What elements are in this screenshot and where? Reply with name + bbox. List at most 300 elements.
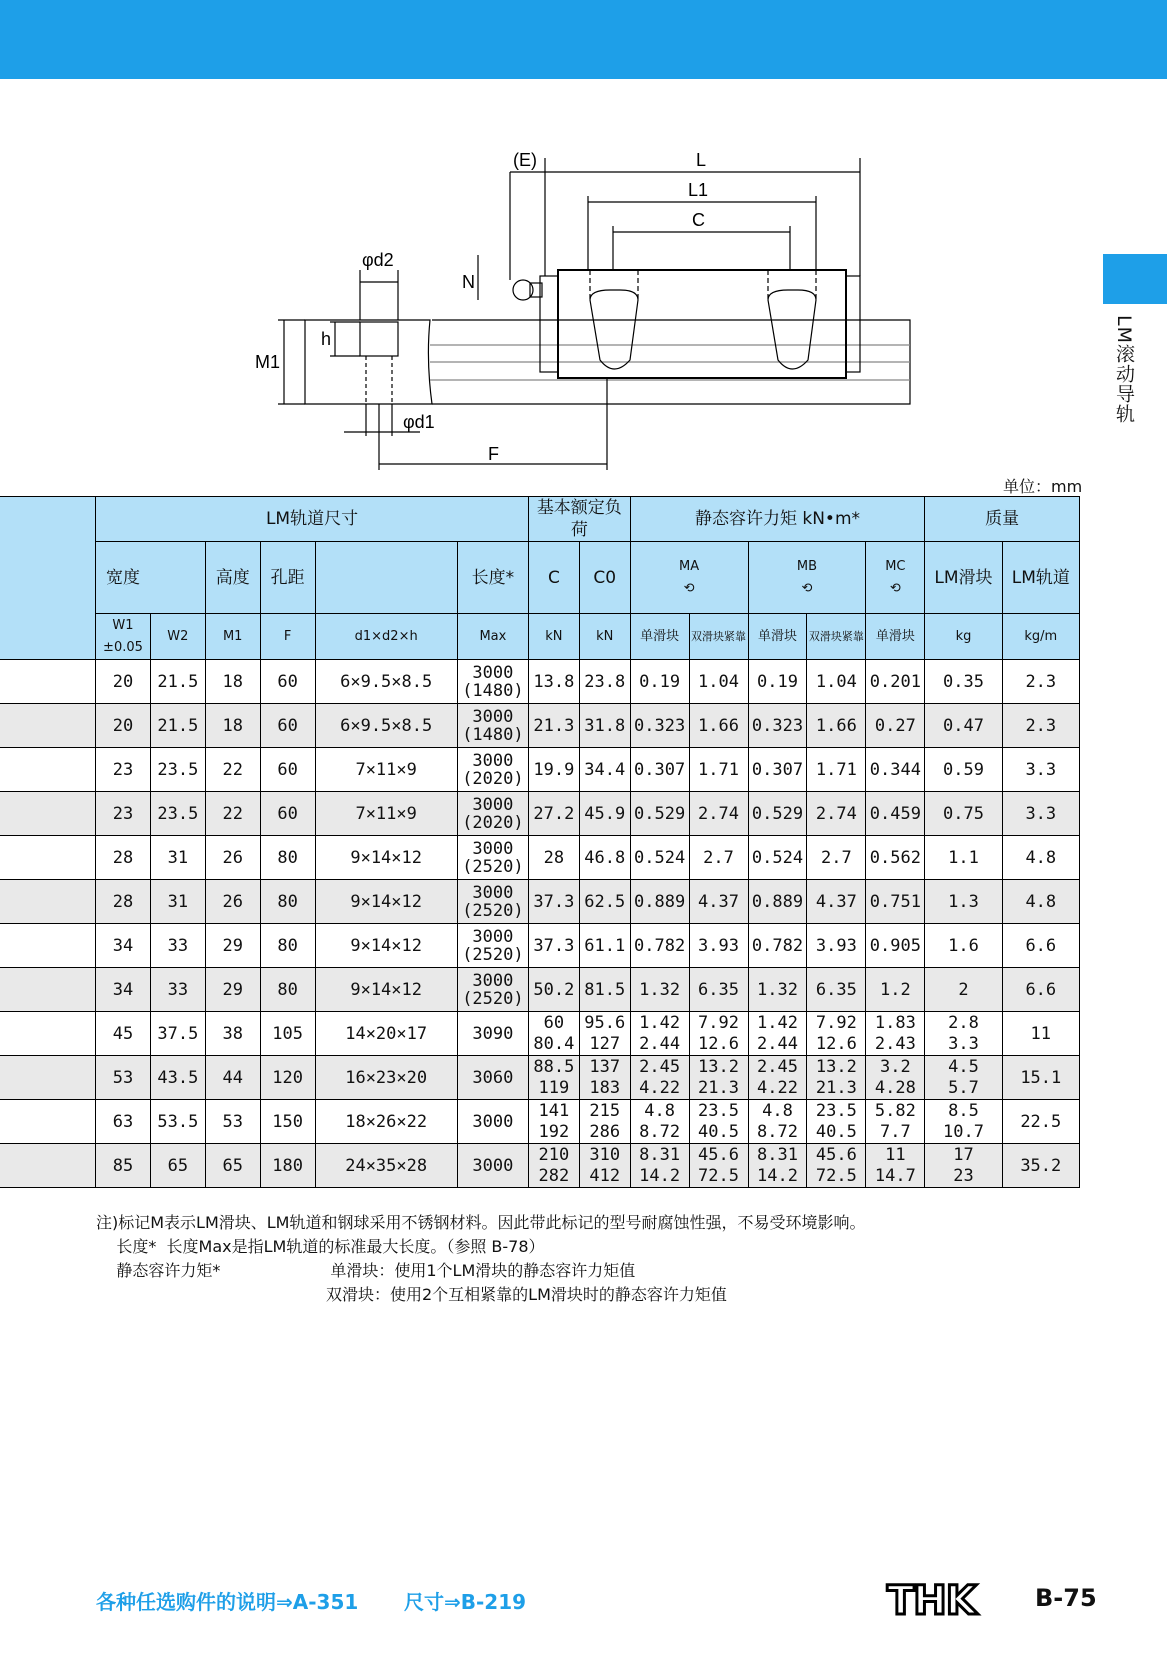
cell-mb2-bottom: 40.5 [815,1121,857,1142]
cell-mb1 [748,1056,807,1100]
cell-mb1: 0.524 [748,836,807,880]
cell-mb2 [807,1056,866,1100]
dim-M1-label: M1 [255,352,281,372]
cell-len-value: 3000 [472,750,514,771]
table-row [0,1056,1080,1100]
cell-c0-bottom: 412 [589,1165,621,1186]
s-double2: 双滑块紧靠 [807,614,866,660]
logo-text: THK [887,1578,976,1624]
model-cell [0,880,96,924]
cell-kg-bottom: 23 [953,1165,974,1186]
cell-c0: 61.1 [579,924,630,968]
cell-dh: 18×26×22 [315,1100,457,1144]
table-row [0,660,1080,704]
cell-c-top: 141 [538,1100,570,1121]
cell-len [457,660,528,704]
cell-c0 [579,1012,630,1056]
cell-w1: 23 [96,748,151,792]
cell-kg-bottom: 5.7 [948,1077,979,1098]
cell-ma2: 1.71 [689,748,748,792]
cell-c0 [579,1144,630,1188]
cell-w1: 53 [96,1056,151,1100]
unit-label: 单位：mm [1003,477,1083,496]
model-cell [0,836,96,880]
footer-link-dimensions[interactable]: 尺寸⇒B-219 [404,1590,527,1614]
note-4 [96,1283,866,1307]
table-row [0,836,1080,880]
cell-mb2-top: 7.92 [815,1012,857,1033]
cell-kgm: 2.3 [1002,660,1079,704]
cell-kg [925,1056,1002,1100]
mb-icon: ⟲ [801,580,813,596]
cell-dh: 9×14×12 [315,968,457,1012]
cell-w1: 28 [96,880,151,924]
cell-c-bottom: 192 [538,1121,570,1142]
h-MC [866,542,925,614]
table-row [0,1012,1080,1056]
cell-w2: 43.5 [150,1056,205,1100]
model-cell [0,660,96,704]
s-W2: W2 [150,614,205,660]
s-single1: 单滑块 [630,614,689,660]
cell-w1: 85 [96,1144,151,1188]
cell-c0-bottom: 286 [589,1121,621,1142]
cell-c: 27.2 [529,792,580,836]
cell-ma1: 0.529 [630,792,689,836]
cell-c: 50.2 [529,968,580,1012]
s-kN2: kN [579,614,630,660]
cell-ma1: 0.323 [630,704,689,748]
cell-ma2: 4.37 [689,880,748,924]
model-cell [0,924,96,968]
s-W1: W1 ±0.05 [96,614,151,660]
page-number: B-75 [1035,1584,1097,1612]
cell-len-value: 3000 [472,882,514,903]
cell-kg [925,1012,1002,1056]
cell-w2: 21.5 [150,660,205,704]
cell-ma1-top: 8.31 [639,1144,681,1165]
cell-kgm: 6.6 [1002,968,1079,1012]
cell-mc-bottom: 7.7 [880,1121,911,1142]
cell-mc-top: 5.82 [874,1100,916,1121]
note-1: 注)标记M表示LM滑块、LM轨道和钢球采用不锈钢材料。因此带此标记的型号耐腐蚀性强，不易受环境影响。 [96,1213,866,1232]
cell-kg: 1.3 [925,880,1002,924]
table-row [0,1100,1080,1144]
dim-L-label: L [696,150,707,170]
table-row [0,968,1080,1012]
model-cell [0,792,96,836]
cell-mc-top: 1.83 [874,1012,916,1033]
cell-m1: 26 [205,880,260,924]
cell-ma2: 3.93 [689,924,748,968]
cell-ma2: 6.35 [689,968,748,1012]
cell-ma2: 1.04 [689,660,748,704]
cell-len-note: (1480) [462,724,524,745]
cell-c: 21.3 [529,704,580,748]
cell-kgm: 3.3 [1002,748,1079,792]
cell-len: 3090 [457,1012,528,1056]
model-cell [0,748,96,792]
cell-kgm: 2.3 [1002,704,1079,748]
cell-kg-top: 8.5 [948,1100,979,1121]
cell-f: 80 [260,924,315,968]
cell-kg: 1.6 [925,924,1002,968]
cell-mc: 0.344 [866,748,925,792]
cell-ma2: 2.74 [689,792,748,836]
s-kgm: kg/m [1002,614,1079,660]
cell-w1: 34 [96,924,151,968]
cell-ma1: 0.307 [630,748,689,792]
cell-m1: 18 [205,660,260,704]
cell-kgm: 4.8 [1002,836,1079,880]
cell-mc: 0.201 [866,660,925,704]
cell-mb1 [748,1144,807,1188]
cell-len-value: 3000 [472,926,514,947]
cell-len-value: 3000 [472,706,514,727]
cell-ma1: 0.524 [630,836,689,880]
spec-table [0,496,1080,1188]
cell-c: 13.8 [529,660,580,704]
cell-mb2-top: 45.6 [815,1144,857,1165]
cell-c-top: 60 [543,1012,565,1033]
mc-icon: ⟲ [889,580,901,596]
cell-ma1-top: 4.8 [644,1100,675,1121]
cell-ma1 [630,1144,689,1188]
cell-f: 60 [260,748,315,792]
cell-kg: 0.35 [925,660,1002,704]
cell-kgm: 15.1 [1002,1056,1079,1100]
cell-kg [925,1144,1002,1188]
cell-f: 80 [260,880,315,924]
cell-w1: 63 [96,1100,151,1144]
model-cell [0,704,96,748]
cell-dh: 9×14×12 [315,836,457,880]
cell-mb2 [807,1144,866,1188]
cell-kg: 2 [925,968,1002,1012]
cell-c: 28 [529,836,580,880]
cell-len-note: (2520) [462,944,524,965]
s-single3: 单滑块 [866,614,925,660]
cell-len-note: (1480) [462,680,524,701]
cell-mb1 [748,1100,807,1144]
cell-mb2: 4.37 [807,880,866,924]
cell-mb2 [807,1100,866,1144]
cell-ma1-bottom: 14.2 [639,1165,681,1186]
cell-dh: 9×14×12 [315,924,457,968]
cell-m1: 29 [205,968,260,1012]
cell-dh: 24×35×28 [315,1144,457,1188]
cell-m1: 65 [205,1144,260,1188]
cell-mb2: 1.66 [807,704,866,748]
cell-f: 180 [260,1144,315,1188]
cell-ma2-top: 13.2 [698,1056,739,1077]
cell-c0: 81.5 [579,968,630,1012]
s-dh: d1×d2×h [315,614,457,660]
cell-c: 37.3 [529,924,580,968]
dim-C-label: C [692,210,705,230]
cell-ma1-bottom: 2.44 [639,1033,681,1054]
cell-len [457,968,528,1012]
cell-mb1 [748,1012,807,1056]
h-MA [630,542,748,614]
cell-f: 105 [260,1012,315,1056]
cell-dh: 14×20×17 [315,1012,457,1056]
cell-kg-top: 2.8 [948,1012,979,1033]
spec-rows [0,660,1080,1188]
cell-kgm: 22.5 [1002,1100,1079,1144]
dim-d2-label: φd2 [362,250,394,270]
cell-w2: 31 [150,880,205,924]
cell-c0: 34.4 [579,748,630,792]
cell-ma2 [689,1100,748,1144]
table-row [0,748,1080,792]
cell-mc: 0.751 [866,880,925,924]
cell-c: 37.3 [529,880,580,924]
cell-mb2: 3.93 [807,924,866,968]
cell-mb2: 6.35 [807,968,866,1012]
cell-c0 [579,1056,630,1100]
cell-c0: 31.8 [579,704,630,748]
dim-L1-label: L1 [688,180,709,200]
cell-dh: 6×9.5×8.5 [315,660,457,704]
cell-c [529,1012,580,1056]
cell-ma2-top: 45.6 [698,1144,739,1165]
cell-ma1-bottom: 4.22 [639,1077,681,1098]
cell-kg: 0.75 [925,792,1002,836]
cell-dh: 16×23×20 [315,1056,457,1100]
cell-ma1: 0.889 [630,880,689,924]
cell-ma1: 0.782 [630,924,689,968]
cell-w1: 20 [96,704,151,748]
cell-mc-bottom: 4.28 [874,1077,916,1098]
rail-drawing [0,0,1167,500]
section-tab-label: LM滚动导轨 [1113,315,1135,424]
dim-d1-label: φd1 [403,412,435,432]
cell-f: 60 [260,704,315,748]
cell-w2: 53.5 [150,1100,205,1144]
cell-w2: 37.5 [150,1012,205,1056]
cell-ma1: 1.32 [630,968,689,1012]
table-row [0,1144,1080,1188]
notes [96,1211,866,1307]
cell-m1: 22 [205,748,260,792]
s-single2: 单滑块 [748,614,807,660]
footer-link-options[interactable]: 各种任选购件的说明⇒A-351 [96,1590,359,1614]
model-header [0,497,96,660]
cell-mb2-bottom: 21.3 [815,1077,857,1098]
s-max: Max [457,614,528,660]
model-cell [0,1012,96,1056]
cell-len-note: (2520) [462,988,524,1009]
note-2: 长度* 长度Max是指LM轨道的标准最大长度。（参照 B-78） [96,1237,545,1256]
cell-kgm: 3.3 [1002,792,1079,836]
h-width: 宽度 [96,542,206,614]
cell-ma1 [630,1012,689,1056]
cell-len [457,924,528,968]
cell-ma2-top: 7.92 [698,1012,739,1033]
cell-kgm: 11 [1002,1012,1079,1056]
cell-c0: 62.5 [579,880,630,924]
cell-mc: 0.27 [866,704,925,748]
cell-kgm: 4.8 [1002,880,1079,924]
cell-c-top: 210 [538,1144,570,1165]
cell-len [457,748,528,792]
model-cell [0,1144,96,1188]
cell-f: 80 [260,836,315,880]
dim-F-label: F [488,444,499,464]
cell-f: 80 [260,968,315,1012]
cell-mb1-bottom: 4.22 [756,1077,798,1098]
thk-logo [887,1578,976,1624]
group-load: 基本额定负荷 [529,497,631,542]
table-row [0,704,1080,748]
table-row [0,792,1080,836]
s-kN1: kN [529,614,580,660]
cell-mb1: 0.19 [748,660,807,704]
s-kg: kg [925,614,1002,660]
dim-h-label: h [321,329,332,349]
cell-f: 60 [260,660,315,704]
cell-c [529,1100,580,1144]
cell-c0-top: 137 [589,1056,621,1077]
cell-w2: 33 [150,924,205,968]
cell-c0: 23.8 [579,660,630,704]
cell-len [457,792,528,836]
mc-label: MC [885,558,906,574]
cell-mb1: 0.529 [748,792,807,836]
cell-kg: 0.47 [925,704,1002,748]
cell-ma2-bottom: 12.6 [698,1033,739,1054]
cell-kgm: 35.2 [1002,1144,1079,1188]
cell-len-note: (2520) [462,900,524,921]
cell-mc [866,1012,925,1056]
s-F: F [260,614,315,660]
cell-mb2: 2.7 [807,836,866,880]
h-height: 高度 [205,542,260,614]
cell-kg-top: 17 [953,1144,974,1165]
model-cell [0,1056,96,1100]
cell-w1: 28 [96,836,151,880]
cell-mc-top: 11 [885,1144,906,1165]
cell-mc: 1.2 [866,968,925,1012]
cell-mb1-top: 8.31 [756,1144,798,1165]
s-M1: M1 [205,614,260,660]
cell-c [529,1056,580,1100]
group-moment: 静态容许力矩 kN•m* [630,497,925,542]
dim-E-label: (E) [513,150,537,170]
cell-len: 3060 [457,1056,528,1100]
cell-mb2: 1.71 [807,748,866,792]
cell-mb1-top: 4.8 [762,1100,793,1121]
cell-len: 3000 [457,1144,528,1188]
cell-c-bottom: 80.4 [533,1033,575,1054]
cell-w1: 23 [96,792,151,836]
cell-c0-top: 95.6 [584,1012,626,1033]
cell-f: 150 [260,1100,315,1144]
cell-mc [866,1144,925,1188]
cell-m1: 29 [205,924,260,968]
model-cell [0,968,96,1012]
cell-len-note: (2020) [462,812,524,833]
cell-len-value: 3000 [472,838,514,859]
cell-len-value: 3000 [472,794,514,815]
cell-mb2: 1.04 [807,660,866,704]
cell-dh: 6×9.5×8.5 [315,704,457,748]
cell-mc: 0.459 [866,792,925,836]
cell-ma2-bottom: 72.5 [698,1165,739,1186]
cell-mb2: 2.74 [807,792,866,836]
cell-c0-bottom: 183 [589,1077,621,1098]
cell-c0-top: 310 [589,1144,621,1165]
cell-mb1-bottom: 14.2 [756,1165,798,1186]
cell-mc: 0.905 [866,924,925,968]
cell-c-bottom: 282 [538,1165,570,1186]
cell-kgm: 6.6 [1002,924,1079,968]
cell-len [457,704,528,748]
cell-w2: 21.5 [150,704,205,748]
cell-ma2 [689,1056,748,1100]
table-row [0,924,1080,968]
cell-w2: 33 [150,968,205,1012]
cell-w1: 45 [96,1012,151,1056]
cell-mb1-bottom: 2.44 [756,1033,798,1054]
cell-dh: 7×11×9 [315,792,457,836]
cell-ma1-top: 2.45 [639,1056,681,1077]
cell-mb2-top: 13.2 [815,1056,857,1077]
cell-mc [866,1100,925,1144]
cell-ma2 [689,1012,748,1056]
cell-w1: 34 [96,968,151,1012]
cell-mb1: 0.323 [748,704,807,748]
note-3-value: 单滑块：使用1个LM滑块的静态容许力矩值 [330,1261,636,1280]
cell-kg: 1.1 [925,836,1002,880]
cell-ma1-top: 1.42 [639,1012,681,1033]
cell-len [457,836,528,880]
cell-len [457,880,528,924]
cell-ma2: 2.7 [689,836,748,880]
cell-m1: 53 [205,1100,260,1144]
cell-c0-bottom: 127 [589,1033,621,1054]
s-double1: 双滑块紧靠 [689,614,748,660]
cell-c0 [579,1100,630,1144]
cell-m1: 38 [205,1012,260,1056]
note-3 [96,1259,866,1283]
mb-label: MB [796,558,817,574]
cell-ma1 [630,1056,689,1100]
cell-m1: 22 [205,792,260,836]
cell-c0-top: 215 [589,1100,621,1121]
cell-mb2-bottom: 72.5 [815,1165,857,1186]
table-row [0,880,1080,924]
h-length: 长度* [457,542,528,614]
cell-mb1-top: 1.42 [756,1012,798,1033]
dim-N-label: N [462,272,475,292]
cell-m1: 44 [205,1056,260,1100]
h-dh [315,542,457,614]
model-cell [0,1100,96,1144]
cell-m1: 26 [205,836,260,880]
cell-len-note: (2520) [462,856,524,877]
cell-mc-bottom: 14.7 [874,1165,916,1186]
cell-mb2-bottom: 12.6 [815,1033,857,1054]
note-3-label: 静态容许力矩* [96,1261,221,1280]
cell-w2: 23.5 [150,748,205,792]
cell-c [529,1144,580,1188]
cell-dh: 9×14×12 [315,880,457,924]
h-C0: C0 [579,542,630,614]
h-C: C [529,542,580,614]
group-rail: LM轨道尺寸 [96,497,529,542]
